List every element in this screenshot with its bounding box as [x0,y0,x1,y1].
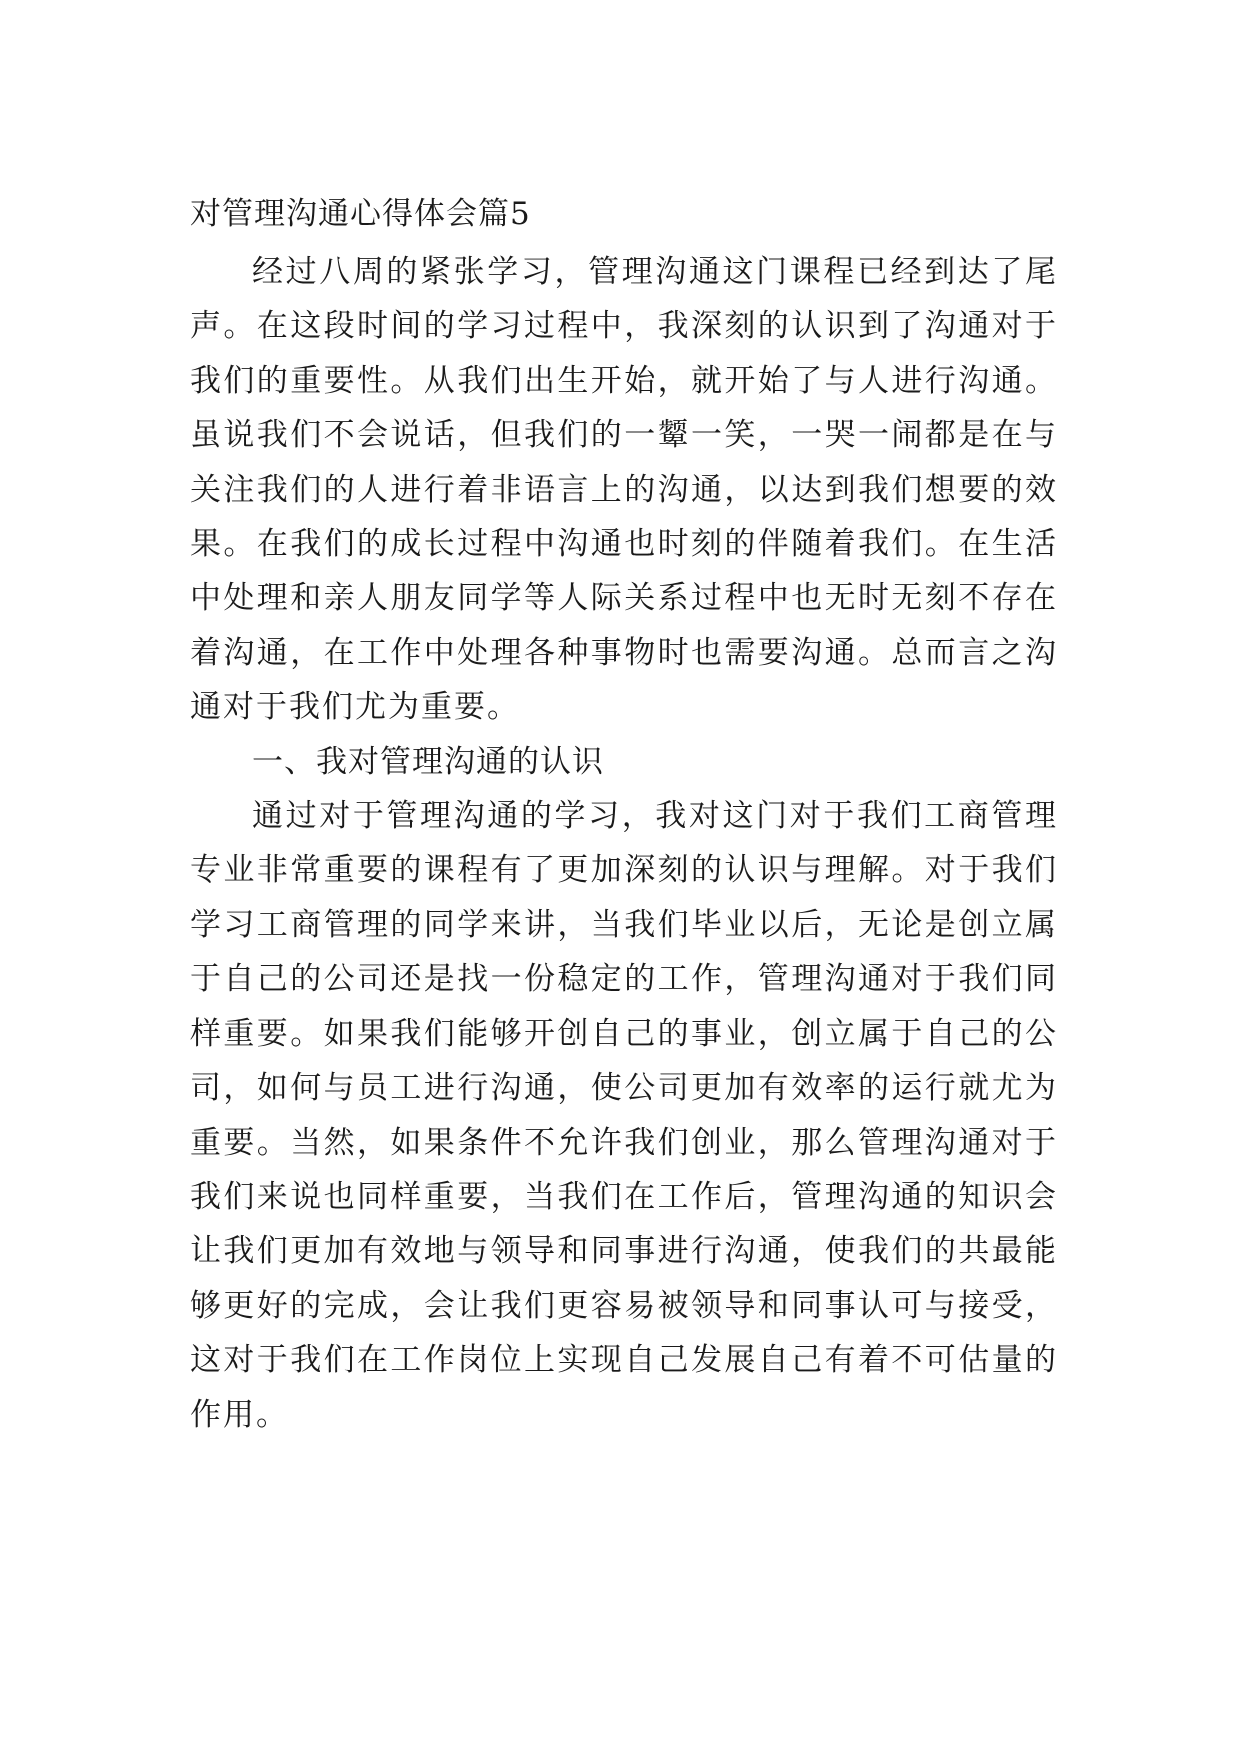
document-body [190,187,1058,1442]
section-heading: 一、我对管理沟通的认识 [252,743,604,780]
document-title: 对管理沟通心得体会篇5 [190,196,531,232]
paragraph-understanding: 通过对于管理沟通的学习，我对这门对于我们工商管理专业非常重要的课程有了更加深刻的认识与理解。对于我们学习工商管理的同学来讲，当我们毕业以后，无论是创立属于自己的公司还是找一份稳定的工作，管理沟通对于我们同样重要。如果我们能够开创自己的事业，创立属于自己的公司，如何与员工进行沟通，使公司更加有效率的运行就尤为重要。当然，如果条件不允许我们创业，那么管理沟通对于我们来说也同样重要，当我们在工作后，管理沟通的知识会让我们更加有效地与领导和同事进行沟通，使我们的共最能够更好的完成，会让我们更容易被领导和同事认可与接受，这对于我们在工作岗位上实现自己发展自己有着不可估量的作用。 [190,798,1058,1433]
paragraph-intro: 经过八周的紧张学习，管理沟通这门课程已经到达了尾声。在这段时间的学习过程中，我深刻的认识到了沟通对于我们的重要性。从我们出生开始，就开始了与人进行沟通。虽说我们不会说话，但我们的一颦一笑，一哭一闹都是在与关注我们的人进行着非语言上的沟通，以达到我们想要的效果。在我们的成长过程中沟通也时刻的伴随着我们。在生活中处理和亲人朋友同学等人际关系过程中也无时无刻不存在着沟通，在工作中处理各种事物时也需要沟通。总而言之沟通对于我们尤为重要。 [190,254,1058,726]
